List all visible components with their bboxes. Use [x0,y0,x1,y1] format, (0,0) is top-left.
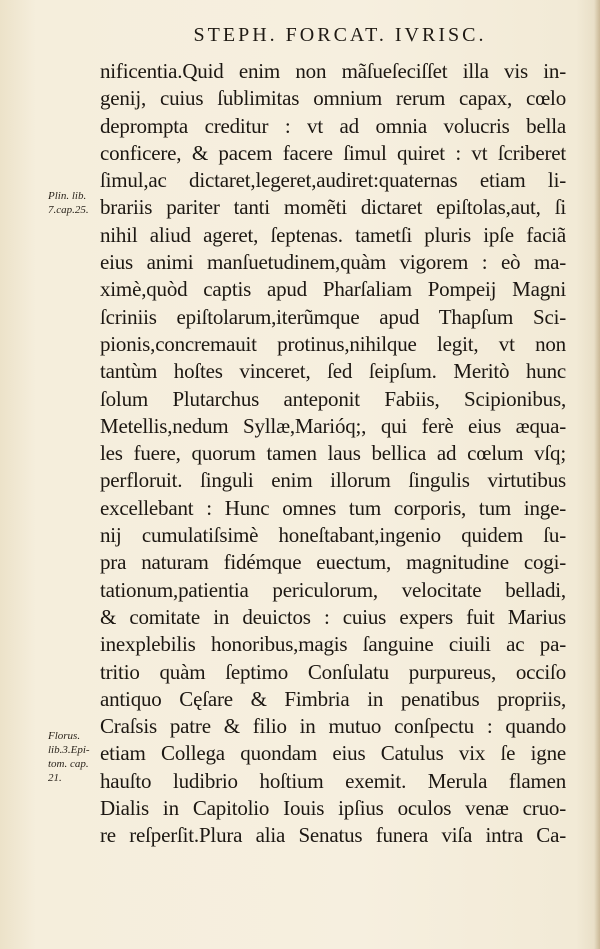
text-line: ſolum Plutarchus anteponit Fabiis, Scipionibus, [100,386,566,411]
text-line: antiquo Cęſare & Fimbria in penatibus propriis, [100,686,566,711]
text-line: Dialis in Capitolio Iouis ipſius oculos venæ cruo- [100,796,566,821]
text-line: ſimul,ac dictaret,legeret,audiret:quaternas etiam li- [100,168,566,193]
text-line: re reſperſit.Plura alia Senatus funera viſa intra Ca- [100,823,566,848]
text-line: perfloruit. ſinguli enim illorum ſingulis virtutibus [100,468,566,493]
text-line: eius animi manſuetudinem,quàm vigorem : eò ma- [100,250,566,275]
body-text [100,58,566,850]
text-line: deprompta creditur : vt ad omnia volucris bella [100,113,566,138]
text-line: & comitate in deuictos : cuius expers fuit Marius [100,604,566,629]
text-line: brariis pariter tanti momẽti dictaret epiſtolas,aut, ſi [100,195,566,220]
text-line: nij cumulatiſsimè honeſtabant,ingenio quidem ſu- [100,523,566,548]
text-line: pionis,concremauit protinus,nihilque legit, vt non [100,331,566,356]
text-line: tritio quàm ſeptimo Conſulatu purpureus, occiſo [100,659,566,684]
text-line: genij, cuius ſublimitas omnium rerum capax, cœlo [100,86,566,111]
page-edge-shadow [594,0,600,949]
margin-note-plin: Plin. lib. 7.cap.25. [48,190,89,216]
text-line: etiam Collega quondam eius Catulus vix ſe igne [100,741,566,766]
text-line: les fuere, quorum tamen laus bellica ad cœlum vſq; [100,441,566,466]
text-line: Metellis,nedum Syllæ,Marióq;, qui ferè eius æqua- [100,413,566,438]
running-head: STEPH. FORCAT. IVRISC. [193,24,487,46]
text-line: hauſto ludibrio hoſtium exemit. Merula flamen [100,768,566,793]
text-line: tationum,patientia periculorum, velocitate belladi, [100,577,566,602]
text-line: pra naturam fidémque euectum, magnitudine cogi- [100,550,566,575]
text-line: conficere, & pacem facere ſimul quiret : vt ſcriberet [100,140,566,165]
text-line: ximè,quòd captis apud Pharſaliam Pompeij Magni [100,277,566,302]
text-line: nihil aliud ageret, ſeptenas. tametſi pluris ipſe faciã [100,222,566,247]
text-line: ſcriniis epiſtolarum,iterũmque apud Thapſum Sci- [100,304,566,329]
text-line: nificentia.Quid enim non mãſueſeciſſet illa vis in- [100,59,566,83]
text-line: Craſsis patre & filio in mutuo conſpectu : quando [100,714,566,739]
text-line: excellebant : Hunc omnes tum corporis, tum inge- [100,495,566,520]
margin-note-florus: Florus. lib.3.Epi- tom. cap. 21. [48,730,90,784]
text-line: inexplebilis honoribus,magis ſanguine ciuili ac pa- [100,632,566,657]
text-line: tantùm hoſtes vinceret, ſed ſeipſum. Meritò hunc [100,359,566,384]
